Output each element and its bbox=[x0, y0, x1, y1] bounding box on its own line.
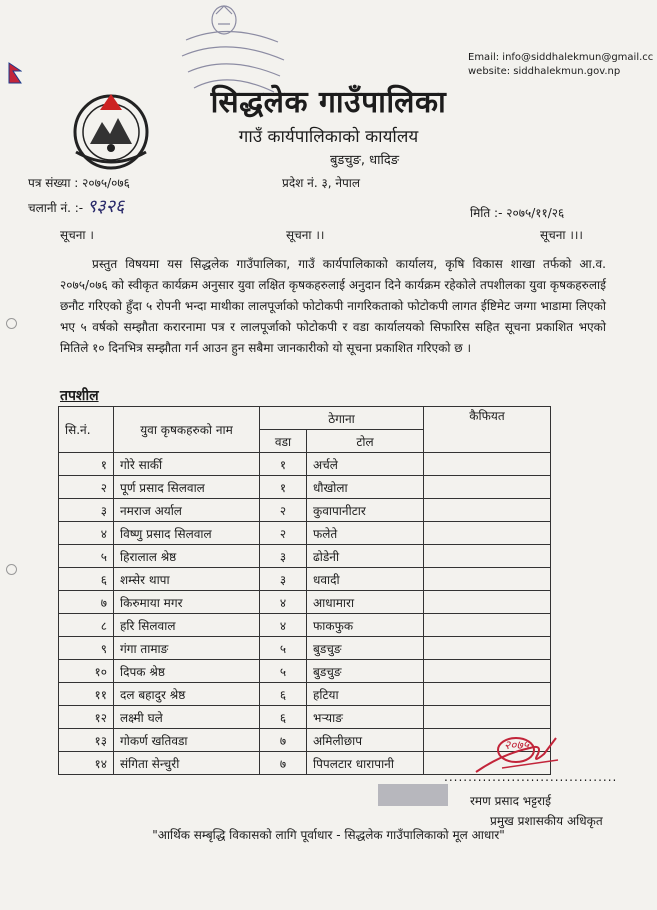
cell-remarks bbox=[424, 522, 551, 545]
email-text: Email: info@siddhalekmun@gmail.cc bbox=[468, 52, 654, 63]
cell-sn: ६ bbox=[59, 568, 114, 591]
cell-name: पूर्ण प्रसाद सिलवाल bbox=[114, 476, 260, 499]
table-row bbox=[59, 453, 551, 476]
table-row bbox=[59, 522, 551, 545]
cell-tole: अर्चले bbox=[307, 453, 424, 476]
punch-hole bbox=[6, 564, 17, 575]
cell-tole: कुवापानीटार bbox=[307, 499, 424, 522]
dispatch-number-value: ९३२६ bbox=[86, 196, 125, 217]
cell-sn: १४ bbox=[59, 752, 114, 775]
cell-tole: फाकफुक bbox=[307, 614, 424, 637]
col-ward-header: वडा bbox=[260, 430, 307, 453]
cell-remarks bbox=[424, 637, 551, 660]
signatory-title: प्रमुख प्रशासकीय अधिकृत bbox=[490, 814, 603, 828]
website-text: website: siddhalekmun.gov.np bbox=[468, 66, 621, 77]
municipality-title: सिद्धलेक गाउँपालिका bbox=[210, 85, 447, 120]
cell-remarks bbox=[424, 614, 551, 637]
cell-ward: ५ bbox=[260, 637, 307, 660]
col-tole-header: टोल bbox=[307, 430, 424, 453]
cell-ward: २ bbox=[260, 499, 307, 522]
cell-name: शम्सेर थापा bbox=[114, 568, 260, 591]
col-sn-header: सि.नं. bbox=[59, 407, 114, 453]
cell-name: गोरे सार्की bbox=[114, 453, 260, 476]
cell-ward: ५ bbox=[260, 660, 307, 683]
letter-date: मिति :- २०७५/११/२६ bbox=[470, 206, 565, 220]
table-row bbox=[59, 499, 551, 522]
cell-sn: ८ bbox=[59, 614, 114, 637]
office-subtitle: गाउँ कार्यपालिकाको कार्यालय bbox=[238, 127, 419, 147]
cell-ward: ७ bbox=[260, 729, 307, 752]
notice-label-2: सूचना ।। bbox=[286, 228, 325, 242]
signature-line: .................................... bbox=[444, 770, 618, 784]
cell-tole: ढोडेनी bbox=[307, 545, 424, 568]
col-remarks-header: कैफियत bbox=[424, 407, 551, 453]
cell-sn: १२ bbox=[59, 706, 114, 729]
cell-remarks bbox=[424, 568, 551, 591]
cell-remarks bbox=[424, 453, 551, 476]
signature-handwriting: २०७५ bbox=[504, 738, 529, 752]
cell-sn: ११ bbox=[59, 683, 114, 706]
col-name-header: युवा कृषकहरुको नाम bbox=[114, 407, 260, 453]
cell-remarks bbox=[424, 499, 551, 522]
cell-name: विष्णु प्रसाद सिलवाल bbox=[114, 522, 260, 545]
table-row bbox=[59, 614, 551, 637]
cell-sn: १ bbox=[59, 453, 114, 476]
notice-label-3: सूचना ।।। bbox=[540, 228, 583, 242]
cell-sn: ७ bbox=[59, 591, 114, 614]
cell-remarks bbox=[424, 545, 551, 568]
cell-ward: ४ bbox=[260, 591, 307, 614]
cell-name: गंगा तामाङ bbox=[114, 637, 260, 660]
cell-tole: बुडचुङ bbox=[307, 660, 424, 683]
table-row bbox=[59, 545, 551, 568]
cell-name: संगिता सेन्चुरी bbox=[114, 752, 260, 775]
cell-ward: ४ bbox=[260, 614, 307, 637]
cell-tole: भऱ्याङ bbox=[307, 706, 424, 729]
cell-ward: ३ bbox=[260, 568, 307, 591]
table-row bbox=[59, 568, 551, 591]
cell-ward: १ bbox=[260, 476, 307, 499]
cell-name: लक्ष्मी घले bbox=[114, 706, 260, 729]
signatory-name: रमण प्रसाद भट्टराई bbox=[470, 794, 552, 808]
cell-tole: धौखोला bbox=[307, 476, 424, 499]
cell-tole: फलेते bbox=[307, 522, 424, 545]
cell-ward: ६ bbox=[260, 683, 307, 706]
cell-name: दल बहादुर श्रेष्ठ bbox=[114, 683, 260, 706]
cell-name: नमराज अर्याल bbox=[114, 499, 260, 522]
letter-number: पत्र संख्या : २०७५/०७६ bbox=[28, 176, 130, 190]
cell-tole: अमिलीछाप bbox=[307, 729, 424, 752]
notice-label-1: सूचना । bbox=[60, 228, 94, 242]
cell-name: हिरालाल श्रेष्ठ bbox=[114, 545, 260, 568]
cell-name: हरि सिलवाल bbox=[114, 614, 260, 637]
table-row bbox=[59, 660, 551, 683]
cell-sn: २ bbox=[59, 476, 114, 499]
cell-ward: २ bbox=[260, 522, 307, 545]
details-heading: तपशील bbox=[60, 388, 99, 404]
col-address-header: ठेगाना bbox=[260, 407, 424, 430]
farmers-table bbox=[58, 406, 551, 775]
cell-remarks bbox=[424, 591, 551, 614]
cell-tole: पिपलटार धारापानी bbox=[307, 752, 424, 775]
cell-tole: धवादी bbox=[307, 568, 424, 591]
cell-tole: बुडचुङ bbox=[307, 637, 424, 660]
cell-tole: आधामारा bbox=[307, 591, 424, 614]
footer-motto: "आर्थिक सम्बृद्धि विकासको लागि पूर्वाधार - सिद्धलेक गाउँपालिकाको मूल आधार" bbox=[152, 828, 505, 842]
address-line-2: प्रदेश नं. ३, नेपाल bbox=[282, 176, 361, 190]
cell-remarks bbox=[424, 683, 551, 706]
table-row bbox=[59, 637, 551, 660]
cell-sn: १० bbox=[59, 660, 114, 683]
cell-sn: ३ bbox=[59, 499, 114, 522]
table-row bbox=[59, 591, 551, 614]
cell-sn: १३ bbox=[59, 729, 114, 752]
cell-tole: हटिया bbox=[307, 683, 424, 706]
cell-ward: ७ bbox=[260, 752, 307, 775]
notice-body: प्रस्तुत विषयमा यस सिद्धलेक गाउँपालिका, गाउँ कार्यपालिकाको कार्यालय, कृषि विकास शाखा तर्फको आ.व. २०७५/०७६ को स्वीकृत कार्यक्रम अनुसार युवा लक्षित कृषकहरुलाई अनुदान दिने कार्यक्रम रहेकोले तपशीलका युवा कृषकहरुलाई छनौट गरिएको हुँदा ५ रोपनी भन्दा माथीका लालपूर्जाको फोटोकपी नागरिकताको फोटोकपी लागत ईष्टिमेट जग्गा भाडामा लिएको भए ५ वर्षको सम्झौता करारनामा पत्र र लालपूर्जाको फोटोकपी र वडा कार्यालयको सिफारिस सहित सूचना प्रकाशित भएको मितिले १० दिनभित्र सम्झौता गर्न आउन हुन सबैमा जानकारीको यो सूचना प्रकाशित गरिएको छ । bbox=[60, 257, 606, 355]
cell-sn: ५ bbox=[59, 545, 114, 568]
cell-name: किरुमाया मगर bbox=[114, 591, 260, 614]
cell-ward: ३ bbox=[260, 545, 307, 568]
punch-hole bbox=[6, 318, 17, 329]
cell-name: दिपक श्रेष्ठ bbox=[114, 660, 260, 683]
table-header-row bbox=[59, 407, 551, 430]
table-row bbox=[59, 476, 551, 499]
cell-name: गोकर्ण खतिवडा bbox=[114, 729, 260, 752]
cell-sn: ९ bbox=[59, 637, 114, 660]
official-seal-stamp bbox=[378, 784, 448, 806]
table-row bbox=[59, 683, 551, 706]
address-line-1: बुडचुङ, धादिङ bbox=[330, 153, 400, 168]
cell-remarks bbox=[424, 660, 551, 683]
cell-remarks bbox=[424, 476, 551, 499]
cell-ward: १ bbox=[260, 453, 307, 476]
cell-sn: ४ bbox=[59, 522, 114, 545]
cell-ward: ६ bbox=[260, 706, 307, 729]
dispatch-number-label: चलानी नं. :- bbox=[28, 201, 84, 215]
dispatch-number bbox=[28, 194, 124, 218]
